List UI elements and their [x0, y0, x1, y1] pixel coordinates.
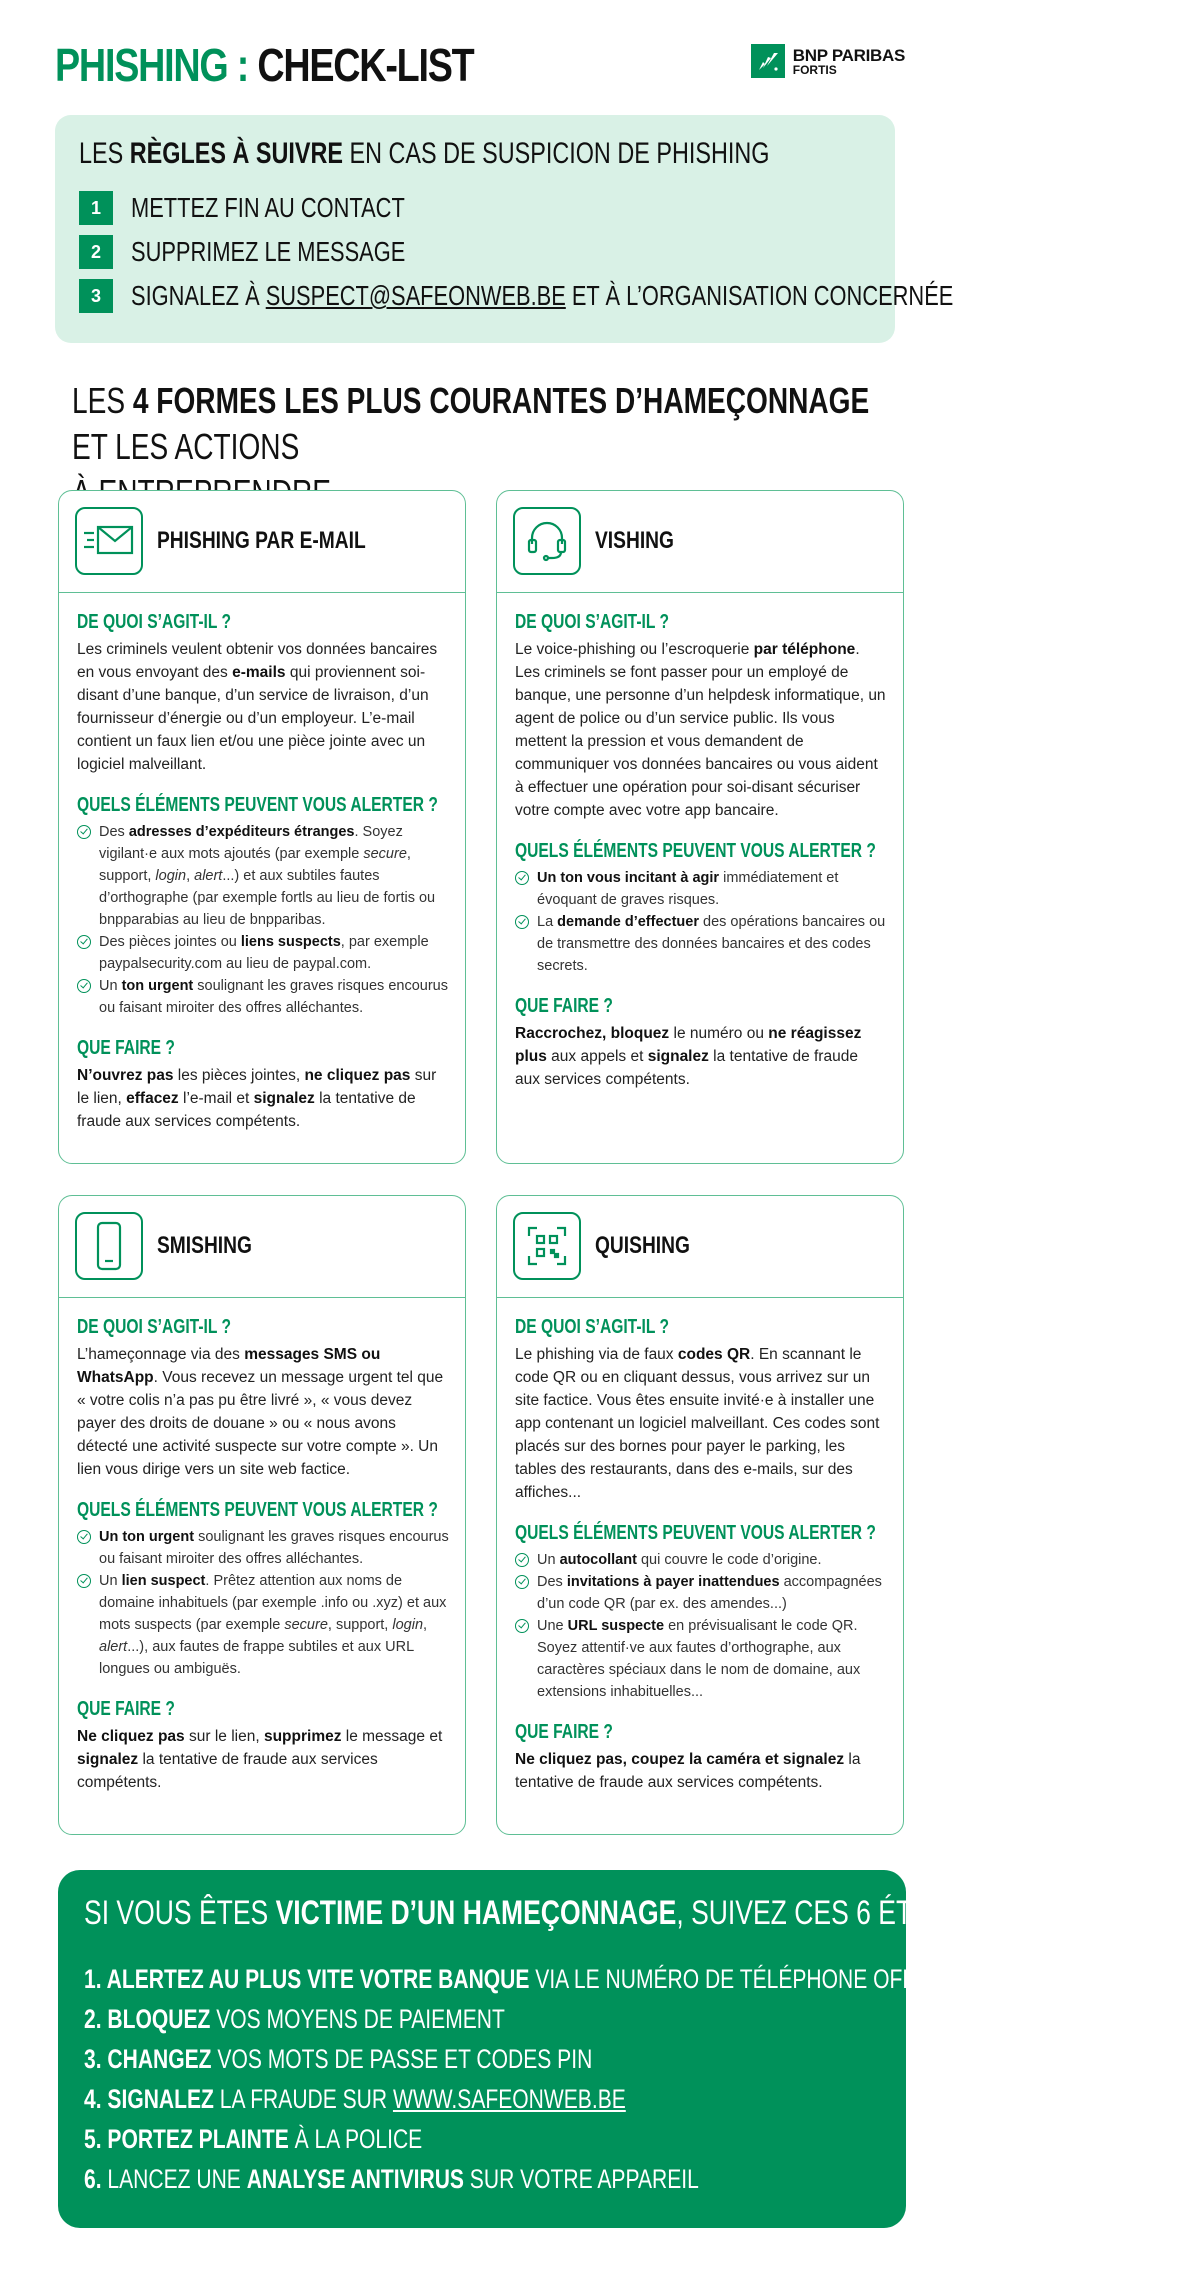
page-header — [55, 38, 905, 98]
qr-code-icon — [513, 1212, 581, 1280]
todo-text: Ne cliquez pas sur le lien, supprimez le message et signalez la tentative de fraude aux services compétents. — [77, 1728, 443, 1791]
todo-text: N’ouvrez pas les pièces jointes, ne cliquez pas sur le lien, effacez l’e-mail et signalez la tentative de fraude aux services compétents. — [77, 1067, 437, 1130]
card-quishing — [496, 1195, 904, 1835]
check-item: Des pièces jointes ou liens suspects, par exemple paypalsecurity.com au lieu de paypal.com. — [77, 931, 449, 975]
check-circle-icon — [77, 935, 91, 949]
section-alert: QUELS ÉLÉMENTS PEUVENT VOUS ALERTER ? — [515, 1522, 876, 1544]
victim-steps-list — [84, 1959, 968, 2199]
section-what: DE QUOI S’AGIT-IL ? — [515, 611, 669, 633]
what-text: Les criminels veulent obtenir vos données bancaires en vous envoyant des e-mails qui proviennent soi-disant d’une banque, d’un service de livraison, d’un fournisseur d’énergie ou d’un employeur. L’e-mail contient un faux lien et/ou une pièce jointe avec un logiciel malveillant. — [77, 641, 438, 773]
card-title: PHISHING PAR E-MAIL — [157, 527, 366, 554]
check-circle-icon — [515, 1619, 529, 1633]
rule-item-2 — [79, 235, 483, 269]
step-1: 1. ALERTEZ AU PLUS VITE VOTRE BANQUE VIA LE NUMÉRO DE TÉLÉPHONE OFFICIEL — [84, 1964, 968, 1994]
logo-line1: BNP PARIBAS — [792, 45, 905, 65]
section-what: DE QUOI S’AGIT-IL ? — [77, 1316, 231, 1338]
check-item: Un ton urgent soulignant les graves risques encourus ou faisant miroiter des offres alléchantes. — [77, 1526, 449, 1570]
section-todo: QUE FAIRE ? — [515, 995, 613, 1017]
card-smishing — [58, 1195, 466, 1835]
step-5: 5. PORTEZ PLAINTE À LA POLICE — [84, 2124, 423, 2154]
section-what: DE QUOI S’AGIT-IL ? — [77, 611, 231, 633]
check-circle-icon — [515, 1575, 529, 1589]
check-circle-icon — [77, 979, 91, 993]
check-item: Un autocollant qui couvre le code d’origine. — [515, 1549, 887, 1571]
section-alert: QUELS ÉLÉMENTS PEUVENT VOUS ALERTER ? — [77, 794, 438, 816]
rule-number: 3 — [79, 279, 113, 313]
forms-section-title: LES 4 FORMES LES PLUS COURANTES D’HAMEÇONNAGE ET LES ACTIONS — [72, 380, 870, 467]
stars-logo-icon — [751, 44, 785, 78]
rules-title: LES RÈGLES À SUIVRE EN CAS DE SUSPICION DE PHISHING — [79, 137, 770, 170]
check-item: Un ton vous incitant à agir immédiatement et évoquant de graves risques. — [515, 867, 887, 911]
what-text: Le voice-phishing ou l’escroquerie par téléphone. Les criminels se font passer pour un employé de banque, une personne d’un helpdesk informatique, un agent de police ou d’un service public. Ils vous mettent la pression et vous demandent de communiquer vos données bancaires ou vous aident à effectuer une opération pour soi-disant sécuriser votre compte avec votre app bancaire. — [515, 641, 886, 819]
section-todo: QUE FAIRE ? — [515, 1721, 613, 1743]
headset-icon — [513, 507, 581, 575]
check-item: La demande d’effectuer des opérations bancaires ou de transmettre des données bancaires et des codes secrets. — [515, 911, 887, 977]
check-circle-icon — [77, 825, 91, 839]
title-separator: : — [227, 39, 258, 91]
safeonweb-email-link[interactable]: SUSPECT@SAFEONWEB.BE — [265, 280, 566, 311]
safeonweb-website-link[interactable]: WWW.SAFEONWEB.BE — [392, 2084, 626, 2114]
title-phishing: PHISHING — [55, 39, 228, 91]
check-item: Des adresses d’expéditeurs étranges. Soyez vigilant·e aux mots ajoutés (par exemple secure, support, login, alert...) et aux subtiles fautes d’orthographe (par exemple fortls au lieu de fortis ou bnpparabias au lieu de bnpparibas. — [77, 821, 449, 931]
card-phishing-email — [58, 490, 466, 1164]
check-item: Des invitations à payer inattendues accompagnées d’un code QR (par ex. des amendes...) — [515, 1571, 887, 1615]
section-alert: QUELS ÉLÉMENTS PEUVENT VOUS ALERTER ? — [515, 840, 876, 862]
check-circle-icon — [515, 915, 529, 929]
bnp-paribas-fortis-logo — [751, 44, 905, 78]
step-2: 2. BLOQUEZ VOS MOYENS DE PAIEMENT — [84, 2004, 505, 2034]
page-title — [55, 38, 473, 92]
todo-text: Ne cliquez pas, coupez la caméra et signalez la tentative de fraude aux services compétents. — [515, 1751, 861, 1791]
step-6: 6. LANCEZ UNE ANALYSE ANTIVIRUS SUR VOTRE APPAREIL — [84, 2164, 699, 2194]
title-checklist: CHECK-LIST — [257, 39, 474, 91]
rule-number: 1 — [79, 191, 113, 225]
card-title: QUISHING — [595, 1232, 690, 1259]
section-todo: QUE FAIRE ? — [77, 1698, 175, 1720]
rule-text: METTEZ FIN AU CONTACT — [131, 192, 405, 223]
check-item: Un ton urgent soulignant les graves risques encourus ou faisant miroiter des offres alléchantes. — [77, 975, 449, 1019]
todo-text: Raccrochez, bloquez le numéro ou ne réagissez plus aux appels et signalez la tentative de fraude aux services compétents. — [515, 1025, 862, 1088]
rule-item-1 — [79, 191, 482, 225]
section-what: DE QUOI S’AGIT-IL ? — [515, 1316, 669, 1338]
section-todo: QUE FAIRE ? — [77, 1037, 175, 1059]
what-text: L’hameçonnage via des messages SMS ou WhatsApp. Vous recevez un message urgent tel que « votre colis n’a pas pu être livré », « vous devez payer des droits de douane » ou « nous avons détecté une activité suspecte sur votre compte ». Un lien vous dirige vers un site web factice. — [77, 1346, 444, 1478]
logo-line2: FORTIS — [792, 62, 837, 77]
step-3: 3. CHANGEZ VOS MOTS DE PASSE ET CODES PIN — [84, 2044, 593, 2074]
card-title: SMISHING — [157, 1232, 252, 1259]
rule-text: SUPPRIMEZ LE MESSAGE — [131, 236, 406, 267]
section-alert: QUELS ÉLÉMENTS PEUVENT VOUS ALERTER ? — [77, 1499, 438, 1521]
rule-text: SIGNALEZ À SUSPECT@SAFEONWEB.BE ET À L’ORGANISATION CONCERNÉE — [131, 280, 954, 311]
check-circle-icon — [515, 871, 529, 885]
smartphone-icon — [75, 1212, 143, 1280]
card-vishing — [496, 490, 904, 1164]
check-circle-icon — [77, 1574, 91, 1588]
check-circle-icon — [77, 1530, 91, 1544]
rules-box — [55, 115, 954, 343]
check-item: Un lien suspect. Prêtez attention aux noms de domaine inhabituels (par exemple .info ou .xyz) et aux mots suspects (par exemple secure, support, login, alert...), aux fautes de frappe subtiles et aux URL longues ou ambiguës. — [77, 1570, 449, 1680]
victim-steps-box — [58, 1870, 989, 2228]
rule-item-3 — [79, 279, 1185, 313]
check-item: Une URL suspecte en prévisualisant le code QR. Soyez attentif·ve aux fautes d’orthographe, aux caractères spéciaux dans le nom de domaine, aux extensions inhabituelles... — [515, 1615, 887, 1703]
step-4: 4. SIGNALEZ LA FRAUDE SUR WWW.SAFEONWEB.BE — [84, 2084, 626, 2114]
card-title: VISHING — [595, 527, 674, 554]
envelope-icon — [75, 507, 143, 575]
what-text: Le phishing via de faux codes QR. En scannant le code QR ou en cliquant dessus, vous arrivez sur un site factice. Vous êtes ensuite invité·e à installer une app contenant un logiciel malveillant. Ces codes sont placés sur des bornes pour payer le parking, les tables des restaurants, dans des e-mails, sur des affiches... — [515, 1346, 880, 1501]
rule-number: 2 — [79, 235, 113, 269]
check-circle-icon — [515, 1553, 529, 1567]
victim-title: SI VOUS ÊTES VICTIME D’UN HAMEÇONNAGE, SUIVEZ CES 6 ÉTAPES. — [84, 1894, 989, 1932]
